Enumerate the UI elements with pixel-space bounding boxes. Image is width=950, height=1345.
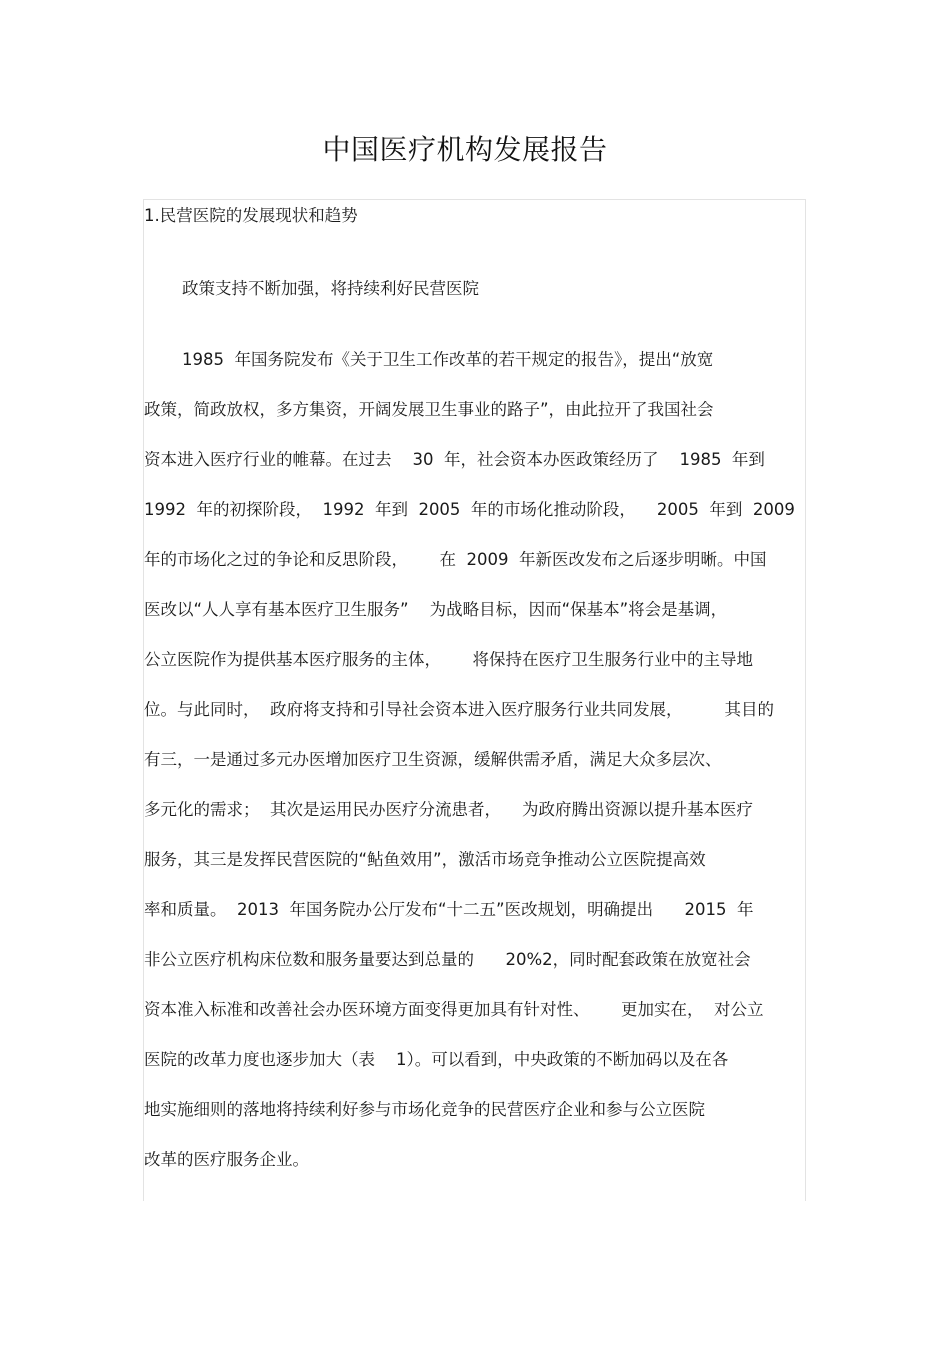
paragraph-line: 医院的改革力度也逐步加大（表 1）。可以看到，中央政策的不断加码以及在各 bbox=[144, 1050, 729, 1069]
section-heading: 1.民营医院的发展现状和趋势 bbox=[144, 206, 358, 225]
paragraph-line: 医改以“人人享有基本医疗卫生服务” 为战略目标，因而“保基本”将会是基调， bbox=[144, 600, 728, 619]
paragraph-line: 非公立医疗机构床位数和服务量要达到总量的 20%2，同时配套政策在放宽社会 bbox=[144, 950, 751, 969]
document-title: 中国医疗机构发展报告 bbox=[322, 133, 608, 166]
paragraph-line: 地实施细则的落地将持续利好参与市场化竞争的民营医疗企业和参与公立医院 bbox=[144, 1100, 705, 1119]
paragraph-line: 多元化的需求； 其次是运用民办医疗分流患者， 为政府腾出资源以提升基本医疗 bbox=[144, 800, 753, 819]
paragraph-line: 资本进入医疗行业的帷幕。在过去 30 年，社会资本办医政策经历了 1985 年到 bbox=[144, 450, 765, 469]
paragraph-line: 位。与此同时， 政府将支持和引导社会资本进入医疗服务行业共同发展， 其目的 bbox=[144, 700, 774, 719]
subheading: 政策支持不断加强，将持续利好民营医院 bbox=[182, 279, 479, 298]
paragraph-line: 1985 年国务院发布《关于卫生工作改革的若干规定的报告》，提出“放宽 bbox=[182, 350, 714, 369]
paragraph-line: 年的市场化之过的争论和反思阶段， 在 2009 年新医改发布之后逐步明晰。中国 bbox=[144, 550, 767, 569]
paragraph-line: 有三，一是通过多元办医增加医疗卫生资源，缓解供需矛盾，满足大众多层次、 bbox=[144, 750, 722, 769]
paragraph-line: 公立医院作为提供基本医疗服务的主体， 将保持在医疗卫生服务行业中的主导地 bbox=[144, 650, 753, 669]
paragraph-line: 改革的医疗服务企业。 bbox=[144, 1150, 309, 1169]
paragraph-line: 率和质量。 2013 年国务院办公厅发布“十二五”医改规划，明确提出 2015 年 bbox=[144, 900, 754, 919]
paragraph-line: 政策，简政放权，多方集资，开阔发展卫生事业的路子”，由此拉开了我国社会 bbox=[144, 400, 714, 419]
paragraph-line: 资本准入标准和改善社会办医环境方面变得更加具有针对性、 更加实在， 对公立 bbox=[144, 1000, 764, 1019]
paragraph-line: 服务，其三是发挥民营医院的“鲇鱼效用”，激活市场竞争推动公立医院提高效 bbox=[144, 850, 706, 869]
paragraph-line: 1992 年的初探阶段， 1992 年到 2005 年的市场化推动阶段， 2005 年到 2009 bbox=[144, 500, 795, 519]
